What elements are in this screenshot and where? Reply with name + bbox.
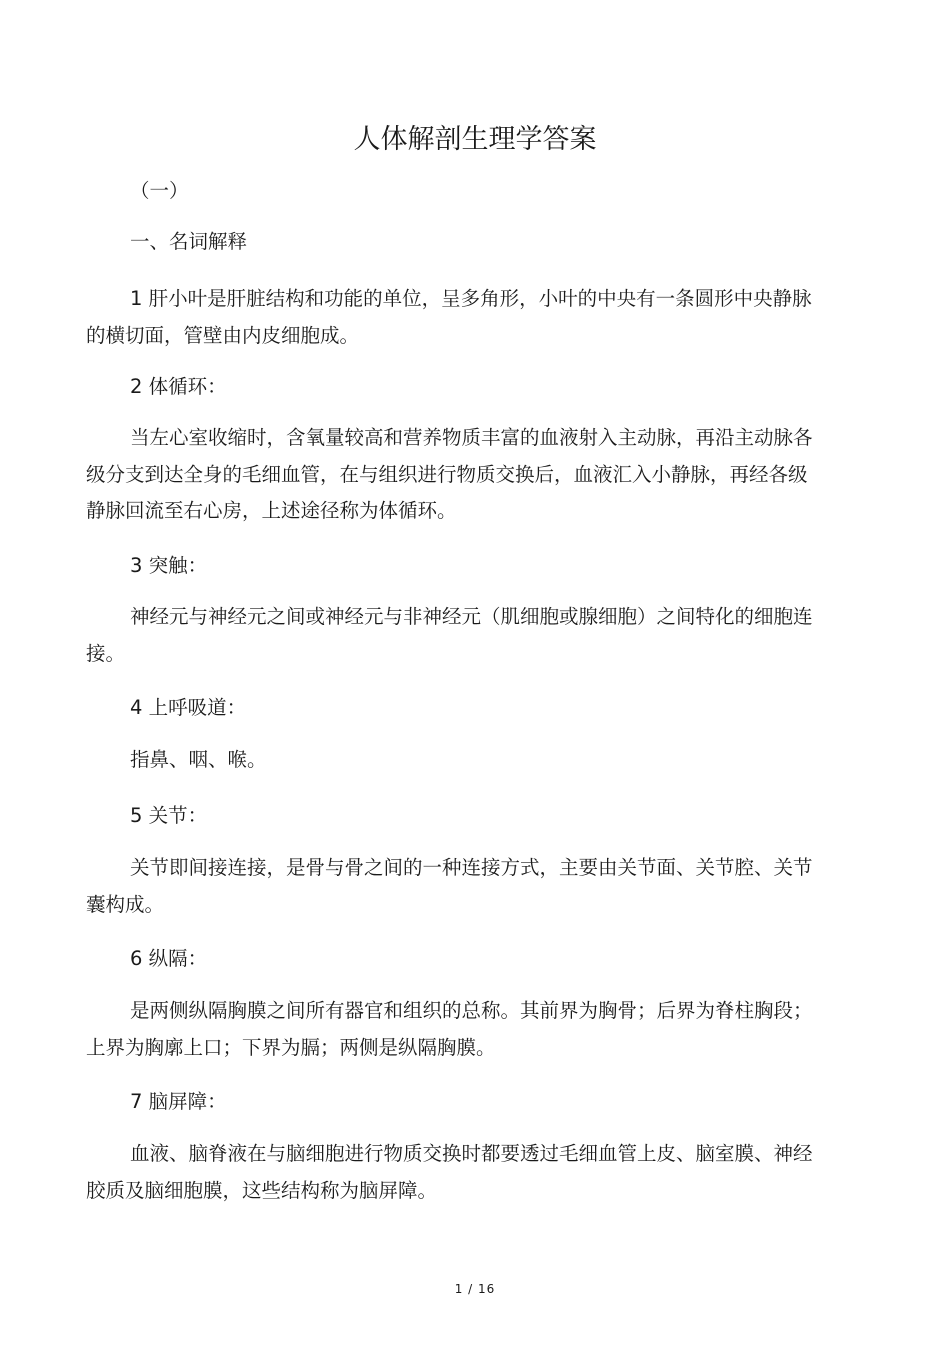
part-label: （一） (130, 179, 189, 202)
definition-5: 关节即间接连接，是骨与骨之间的一种连接方式，主要由关节面、关节腔、关节囊构成。 (86, 856, 813, 916)
definition-2: 当左心室收缩时，含氧量较高和营养物质丰富的血液射入主动脉，再沿主动脉各级分支到达全身的毛细血管，在与组织进行物质交换后，血液汇入小静脉，再经各级静脉回流至右心房，上述途径称为体循环。 (86, 426, 813, 522)
term-4: 4 上呼吸道： (130, 696, 247, 719)
term-1: 1 肝小叶是肝脏结构和功能的单位，呈多角形，小叶的中央有一条圆形中央静脉的横切面，管壁由内皮细胞成。 (86, 287, 812, 347)
document-title: 人体解剖生理学答案 (353, 124, 597, 155)
definition-6: 是两侧纵隔胸膜之间所有器官和组织的总称。其前界为胸骨；后界为脊柱胸段；上界为胸廓上口；下界为膈；两侧是纵隔胸膜。 (86, 999, 813, 1059)
definition-3: 神经元与神经元之间或神经元与非神经元（肌细胞或腺细胞）之间特化的细胞连接。 (86, 605, 813, 665)
term-7: 7 脑屏障： (130, 1090, 227, 1113)
term-5: 5 关节： (130, 804, 208, 827)
term-3: 3 突触： (130, 554, 208, 577)
definition-7: 血液、脑脊液在与脑细胞进行物质交换时都要透过毛细血管上皮、脑室膜、神经胶质及脑细胞膜，这些结构称为脑屏障。 (86, 1142, 813, 1202)
term-2: 2 体循环： (130, 375, 227, 398)
term-6: 6 纵隔： (130, 947, 208, 970)
page-number: 1 / 16 (454, 1282, 496, 1296)
section-heading: 一、名词解释 (130, 230, 248, 253)
definition-4: 指鼻、咽、喉。 (130, 748, 267, 771)
